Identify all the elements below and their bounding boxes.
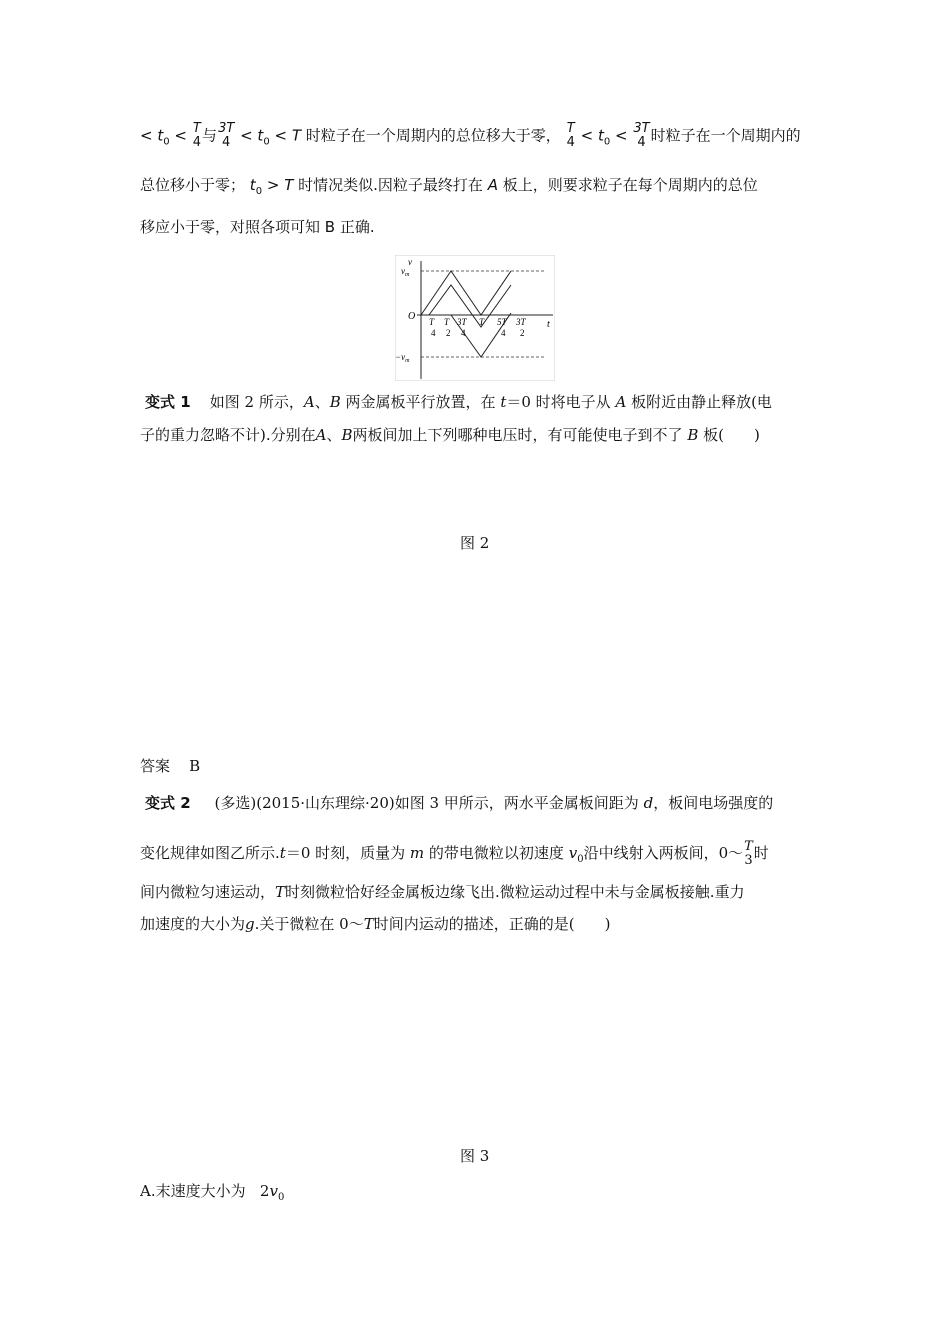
symbol: t	[279, 844, 286, 862]
variant2-line-2	[140, 840, 769, 870]
symbol: <	[140, 126, 153, 145]
text: 如图 2 所示，	[209, 393, 304, 411]
tick-label: T	[444, 317, 450, 327]
origin-label: O	[408, 311, 416, 322]
symbol: T	[363, 915, 374, 933]
symbol: t	[257, 126, 264, 145]
symbol: t	[157, 126, 164, 145]
text: .关于微粒在 0～	[254, 915, 364, 933]
tick-label: 2	[520, 328, 525, 338]
symbol: t	[598, 126, 604, 145]
symbol: A	[303, 393, 315, 411]
denominator: 4	[222, 135, 231, 150]
tick-label: T	[479, 317, 485, 327]
text: 板附近由静止释放(电	[631, 393, 772, 411]
fraction	[567, 122, 575, 150]
symbol: B	[329, 393, 341, 411]
symbol: t	[249, 176, 256, 194]
text: (多选)(2015·山东理综·20)如图 3 甲所示，两水平金属板间距为	[214, 794, 639, 812]
denominator: 3	[744, 853, 753, 868]
numerator: T	[192, 121, 201, 136]
symbol: v	[269, 1182, 278, 1200]
symbol: t	[500, 393, 507, 411]
subscript: 0	[255, 186, 263, 197]
symbol: <	[174, 126, 187, 145]
option-a	[140, 1181, 284, 1208]
answer-line	[140, 756, 200, 776]
fraction	[633, 122, 649, 150]
tick-label: 4	[501, 328, 506, 338]
text: 时间内运动的描述，正确的是( )	[373, 915, 611, 933]
symbol: d	[643, 794, 654, 812]
numerator: 3T	[633, 121, 650, 136]
symbol: T	[284, 176, 294, 194]
text: 沿中线射入两板间，0～	[583, 844, 744, 862]
subscript: 0	[263, 136, 270, 148]
symbol: <	[240, 126, 253, 145]
fraction	[218, 122, 234, 150]
text: 移应小于零，对照各项可知 B 正确.	[140, 218, 375, 236]
text: 时情况类似.因粒子最终打在	[298, 176, 483, 194]
symbol: <	[615, 126, 628, 145]
text: 子的重力忽略不计).分别在	[140, 426, 316, 444]
denominator: 4	[637, 135, 646, 150]
symbol: A	[315, 426, 327, 444]
text: 时粒子在一个周期内的总位移大于零，	[305, 126, 561, 145]
symbol: v	[568, 844, 578, 862]
text: 两金属板平行放置，在	[345, 393, 496, 411]
text: 、	[314, 393, 330, 411]
text: 总位移小于零；	[140, 176, 246, 194]
symbol: A	[487, 176, 498, 194]
subscript: 0	[577, 854, 584, 865]
symbol: B	[687, 426, 699, 444]
text: ＝0 时刻，质量为	[285, 844, 406, 862]
text: 与	[202, 126, 218, 145]
t-axis-label: t	[547, 319, 550, 330]
text: ，板间电场强度的	[653, 794, 774, 812]
text: 板( )	[703, 426, 760, 444]
tick-label: 5T	[497, 317, 507, 327]
variant2-line-4	[140, 914, 610, 934]
text: 间内微粒匀速运动，	[140, 883, 276, 901]
symbol: g	[245, 915, 255, 933]
answer-value: B	[189, 757, 201, 775]
tick-label: T	[429, 317, 435, 327]
variant2-line-1	[145, 793, 773, 813]
variant1-line-2	[140, 425, 760, 445]
numerator: T	[744, 839, 753, 854]
text: ＝0 时将电子从	[506, 393, 611, 411]
neg-vm-label: $-v_m$	[395, 352, 410, 364]
symbol: m	[409, 844, 425, 862]
numerator: 3T	[218, 121, 235, 136]
denominator: 4	[566, 135, 575, 150]
symbol: >	[266, 176, 280, 194]
figure-3-caption: 图 3	[460, 1147, 490, 1165]
subscript: 0	[163, 136, 170, 148]
graph-svg	[395, 255, 555, 381]
solution-line-1	[140, 122, 801, 153]
option-value: 2	[259, 1182, 270, 1200]
vm-label: $v_m$	[401, 266, 410, 278]
subscript: 0	[603, 136, 611, 148]
variant2-line-3	[140, 882, 745, 902]
text: 两板间加上下列哪种电压时，有可能使电子到不了	[352, 426, 683, 444]
symbol: <	[580, 126, 594, 145]
tick-label: 2	[446, 328, 451, 338]
text: 时	[753, 844, 769, 862]
tick-label: 4	[431, 328, 436, 338]
text: 加速度的大小为	[140, 915, 246, 933]
text: 时刻微粒恰好经金属板边缘飞出.微粒运动过程中未与金属板接触.重力	[285, 883, 745, 901]
text: 的带电微粒以初速度	[428, 844, 564, 862]
velocity-time-graph	[395, 255, 555, 381]
symbol: B	[341, 426, 353, 444]
text: 、	[326, 426, 342, 444]
option-text: A.末速度大小为	[140, 1182, 246, 1200]
symbol: A	[615, 393, 627, 411]
variant-label: 变式 2	[145, 794, 191, 812]
numerator: T	[566, 121, 575, 136]
figure-2-caption: 图 2	[460, 534, 490, 552]
subscript: 0	[277, 1192, 285, 1203]
text: 板上，则要求粒子在每个周期内的总位	[502, 176, 758, 194]
fraction	[744, 840, 753, 868]
text: 时粒子在一个周期内的	[650, 126, 801, 145]
tick-label: 4	[461, 328, 466, 338]
denominator: 4	[192, 135, 202, 150]
symbol: T	[291, 126, 301, 145]
solution-line-2	[140, 175, 758, 202]
v-axis-label: v	[408, 257, 412, 267]
fraction	[193, 122, 201, 150]
text: 变化规律如图乙所示.	[140, 844, 280, 862]
symbol: <	[274, 126, 288, 145]
tick-label: 3T	[457, 317, 467, 327]
variant1-line-1	[145, 392, 772, 412]
symbol: T	[275, 883, 286, 901]
solution-line-3	[140, 217, 375, 237]
answer-label: 答案	[140, 757, 171, 775]
tick-label: 3T	[516, 317, 526, 327]
variant-label: 变式 1	[145, 393, 191, 411]
